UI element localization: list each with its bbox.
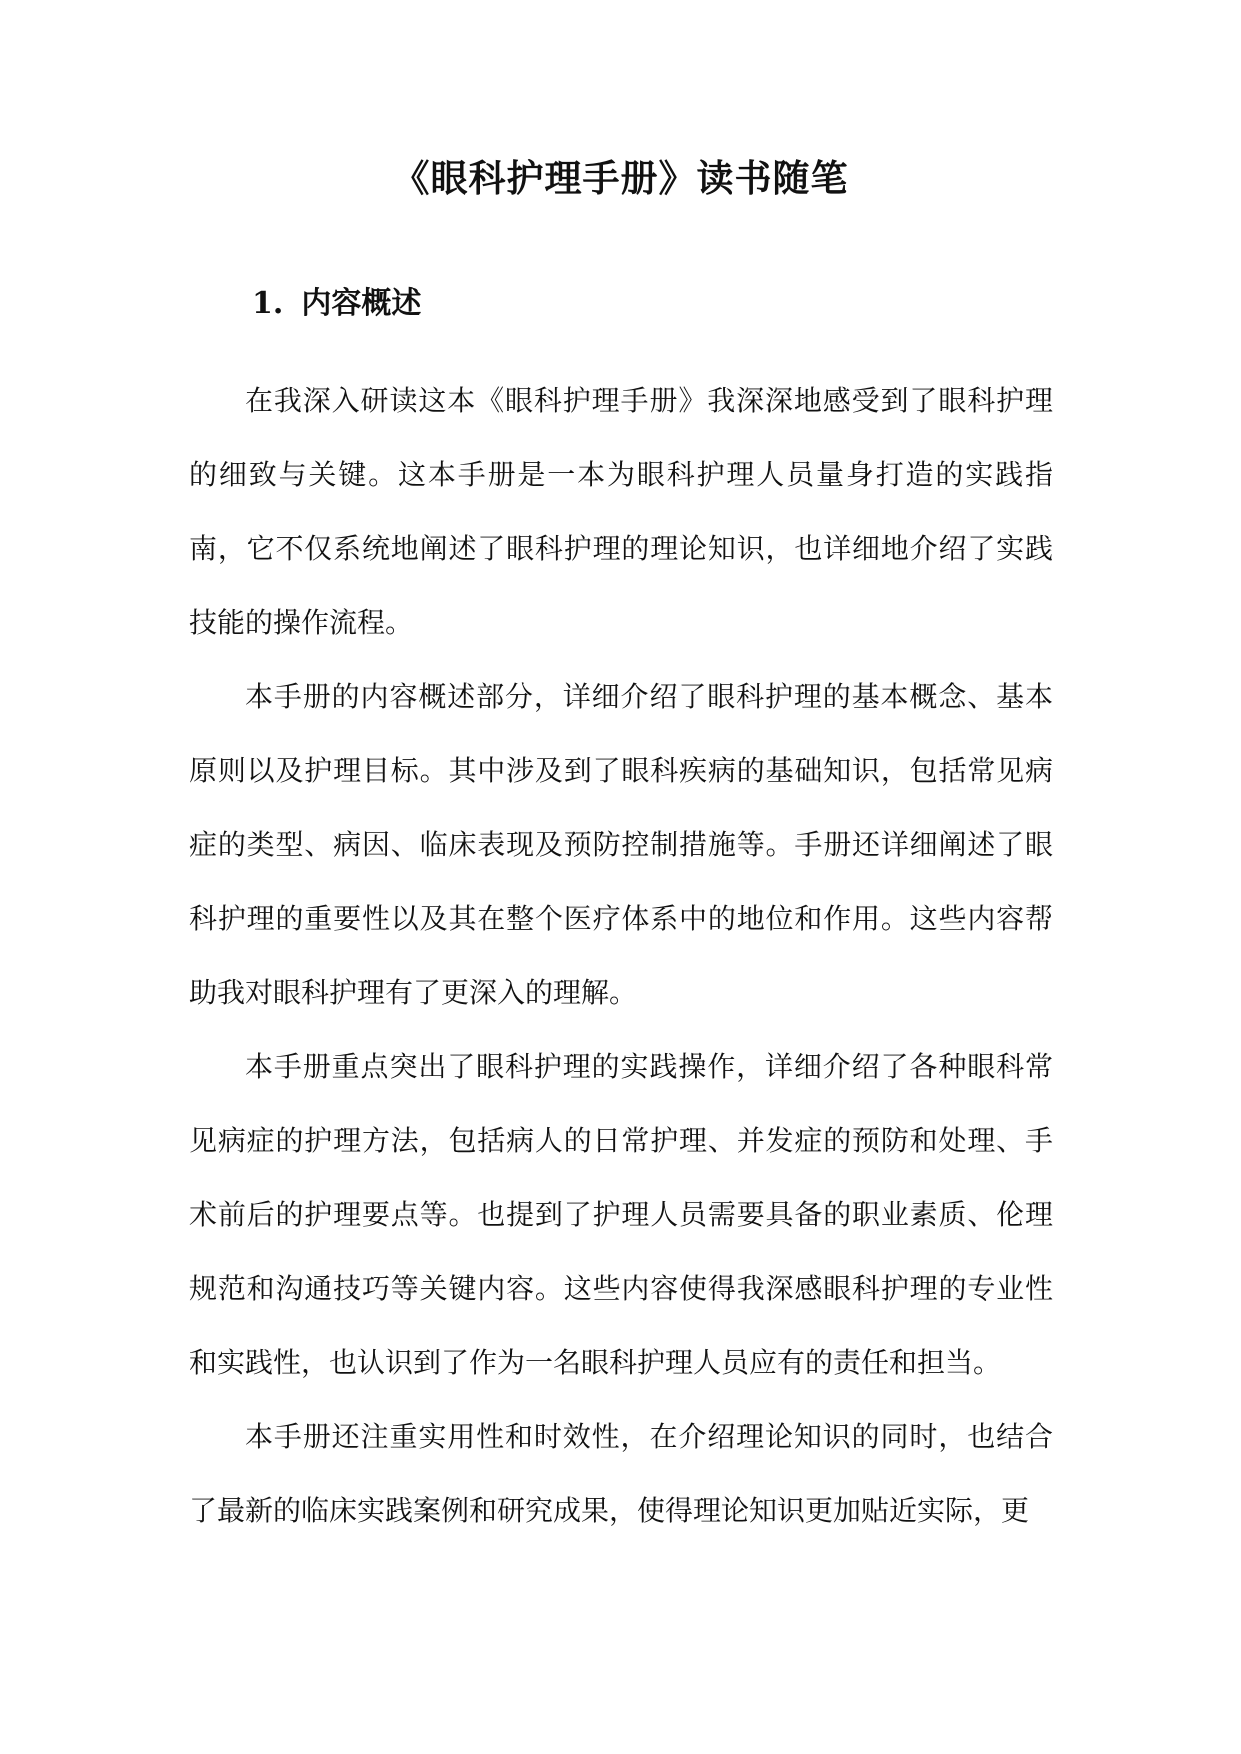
section-number: 1. <box>252 286 284 321</box>
section-heading-text: 内容概述 <box>301 286 422 321</box>
paragraph: 本手册的内容概述部分，详细介绍了眼科护理的基本概念、基本原则以及护理目标。其中涉及到了眼科疾病的基础知识，包括常见病症的类型、病因、临床表现及预防控制措施等。手册还详细阐述了眼科护理的重要性以及其在整个医疗体系中的地位和作用。这些内容帮助我对眼科护理有了更深入的理解。 <box>189 680 1053 1009</box>
paragraph: 在我深入研读这本《眼科护理手册》我深深地感受到了眼科护理的细致与关键。这本手册是一本为眼科护理人员量身打造的实践指南，它不仅系统地阐述了眼科护理的理论知识，也详细地介绍了实践技能的操作流程。 <box>189 384 1053 639</box>
paragraph: 本手册重点突出了眼科护理的实践操作，详细介绍了各种眼科常见病症的护理方法，包括病人的日常护理、并发症的预防和处理、手术前后的护理要点等。也提到了护理人员需要具备的职业素质、伦理规范和沟通技巧等关键内容。这些内容使得我深感眼科护理的专业性和实践性，也认识到了作为一名眼科护理人员应有的责任和担当。 <box>189 1050 1053 1379</box>
document-title: 《眼科护理手册》读书随笔 <box>392 156 849 200</box>
body-text <box>189 364 1053 1548</box>
paragraph: 本手册还注重实用性和时效性，在介绍理论知识的同时，也结合了最新的临床实践案例和研究成果，使得理论知识更加贴近实际，更 <box>189 1420 1053 1527</box>
section-heading <box>252 280 421 328</box>
